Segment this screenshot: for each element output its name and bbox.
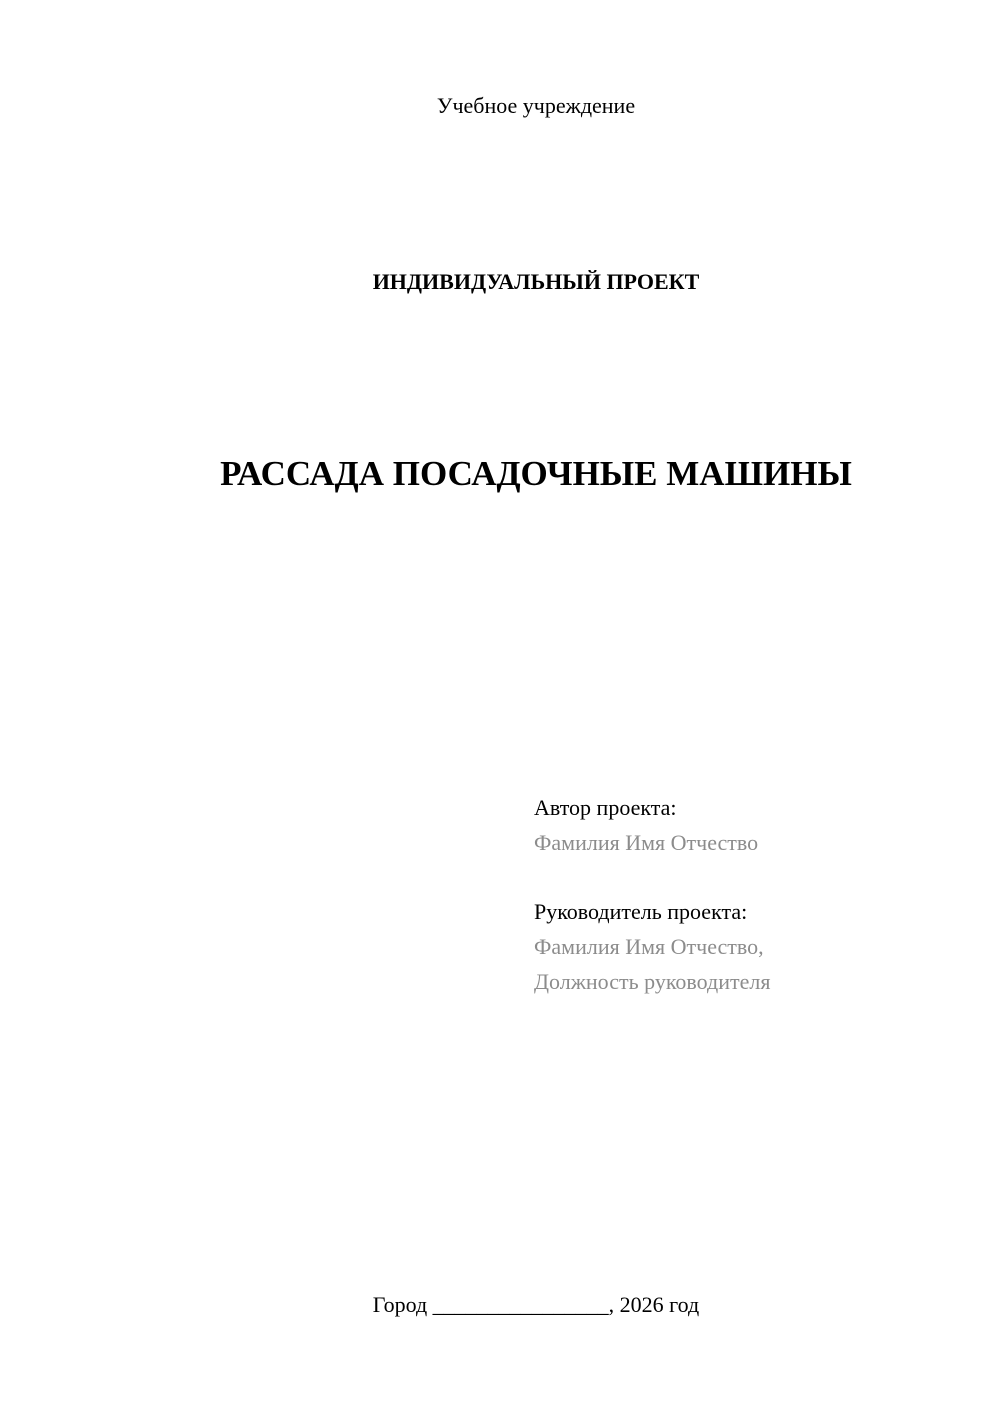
author-label: Автор проекта: xyxy=(534,795,677,820)
project-title: РАССАДА ПОСАДОЧНЫЕ МАШИНЫ xyxy=(220,454,852,493)
supervisor-position: Должность руководителя xyxy=(534,969,771,994)
roles-spacer xyxy=(534,860,974,894)
city-year-line: Город ________________, 2026 год xyxy=(372,1292,700,1317)
supervisor-label: Руководитель проекта: xyxy=(534,899,748,924)
roles-block xyxy=(534,790,974,999)
supervisor-name: Фамилия Имя Отчество, xyxy=(534,934,764,959)
author-name: Фамилия Имя Отчество xyxy=(534,830,759,855)
institution-name: Учебное учреждение xyxy=(436,93,636,118)
document-type: ИНДИВИДУАЛЬНЫЙ ПРОЕКТ xyxy=(372,269,700,294)
